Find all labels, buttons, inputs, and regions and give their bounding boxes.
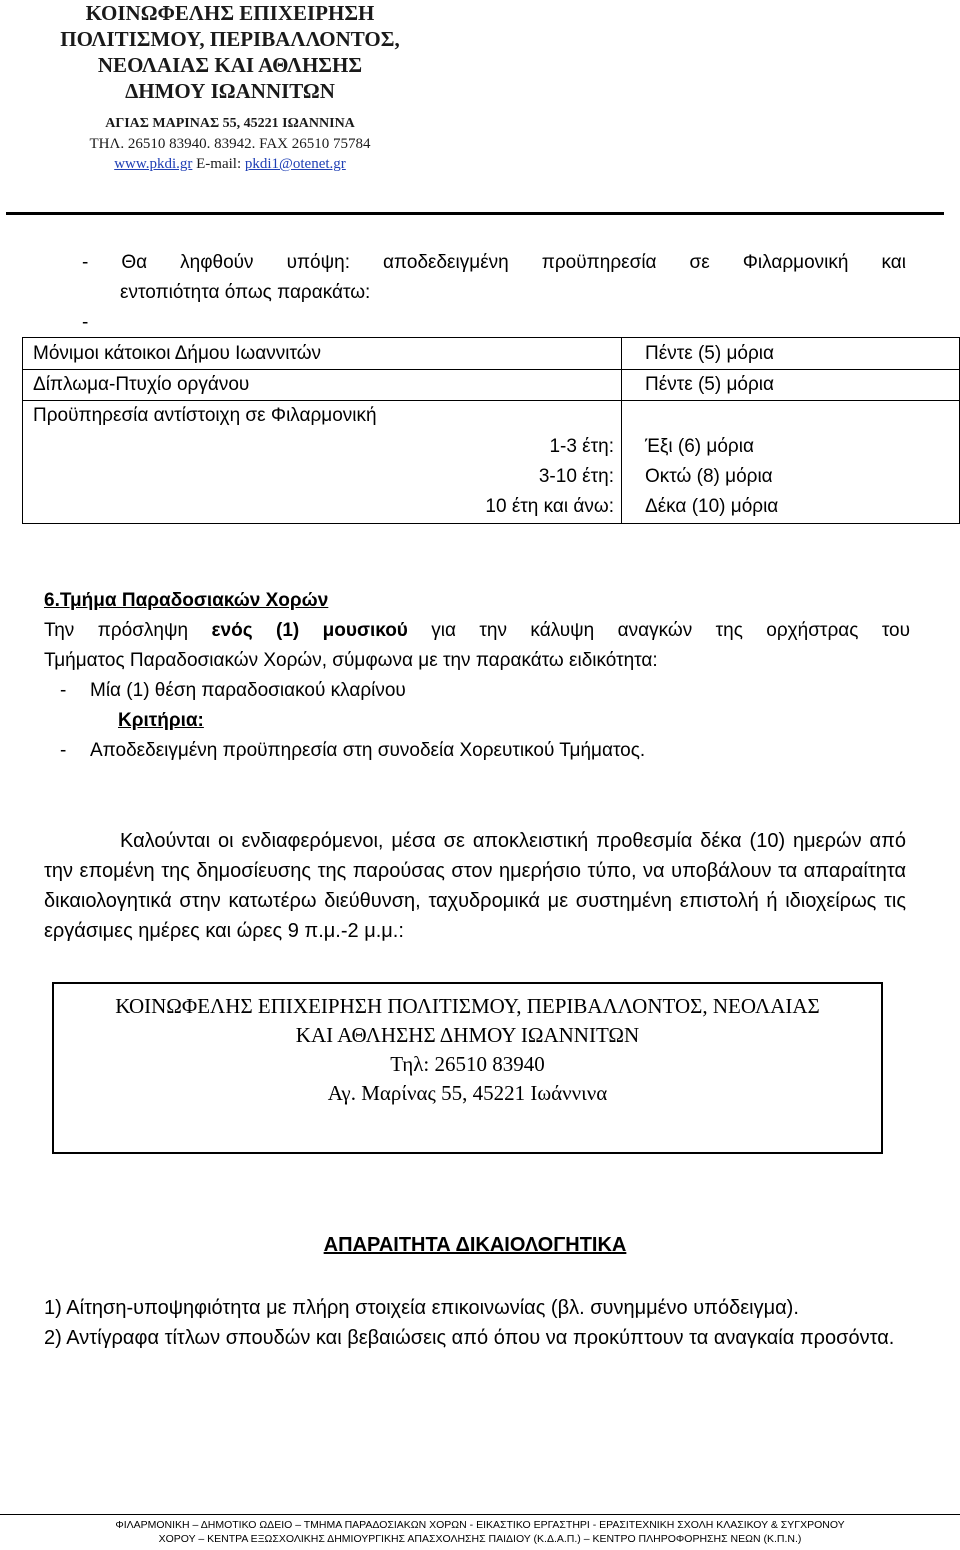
bullet-text: Αποδεδειγμένη προϋπηρεσία στη συνοδεία Χορευτικού Τμήματος. — [90, 740, 646, 761]
table-column-divider — [621, 338, 622, 523]
section-6-p1-line1 — [44, 616, 910, 646]
address-box-street: Αγ. Μαρίνας 55, 45221 Ιωάννινα — [327, 1081, 608, 1105]
intro-word: ληφθούν — [180, 252, 254, 273]
years-label: 1-3 έτη: — [549, 436, 614, 457]
footer — [0, 1518, 960, 1546]
years-points: Οκτώ (8) μόρια — [645, 466, 773, 487]
call-paragraph: Καλούνται οι ενδιαφερόμενοι, μέσα σε αποκλειστική προθεσμία δέκα (10) ημερών από την επομένη της δημοσίευσης της παρούσας στον ημερήσιο τύπο, να υποβάλουν τα απαραίτητα δικαιολογητικά στην κατωτέρω διεύθυνση, ταχυδρομικά με συστημένη επιστολή ή ιδιοχείρως τις εργάσιμες ημέρες και ώρες 9 π.μ.-2 μ.μ.: — [44, 830, 906, 942]
org-address: ΑΓΙΑΣ ΜΑΡΙΝΑΣ 55, 45221 ΙΩΑΝΝΙΝΑ — [105, 116, 355, 131]
list-item — [44, 736, 910, 766]
section-6-p1-line2: Τμήματος Παραδοσιακών Χορών, σύμφωνα με την παρακάτω ειδικότητα: — [44, 650, 658, 671]
section-6-title: 6.Τμήμα Παραδοσιακών Χορών — [44, 590, 329, 611]
row2-points: Πέντε (5) μόρια — [645, 374, 774, 395]
list-item — [44, 676, 910, 706]
text-span: για την κάλυψη αναγκών της ορχήστρας του — [407, 620, 911, 641]
intro-empty-dash: - — [82, 312, 89, 333]
org-name-line2: ΠΟΛΙΤΙΣΜΟΥ, ΠΕΡΙΒΑΛΛΟΝΤΟΣ, — [60, 27, 400, 51]
org-name-line3: ΝΕΟΛΑΙΑΣ ΚΑΙ ΑΘΛΗΣΗΣ — [97, 53, 363, 77]
text-span: Την πρόσληψη — [44, 620, 212, 641]
bold-text: ενός (1) μουσικού — [211, 620, 408, 641]
document-item: 2) Αντίγραφα τίτλων σπουδών και βεβαιώσεις από όπου να προκύπτουν τα αναγκαία προσόντα. — [44, 1327, 895, 1349]
address-box-line1: ΚΟΙΝΩΦΕΛΗΣ ΕΠΙΧΕΙΡΗΣΗ ΠΟΛΙΤΙΣΜΟΥ, ΠΕΡΙΒΑΛΛΟΝΤΟΣ, ΝΕΟΛΑΙΑΣ — [115, 994, 820, 1018]
email-label: E-mail: — [192, 156, 245, 172]
intro-word: Θα — [121, 252, 148, 273]
footer-line1: ΦΙΛΑΡΜΟΝΙΚΗ – ΔΗΜΟΤΙΚΟ ΩΔΕΙΟ – ΤΜΗΜΑ ΠΑΡΑΔΟΣΙΑΚΩΝ ΧΟΡΩΝ - ΕΙΚΑΣΤΙΚΟ ΕΡΓΑΣΤΗΡΙ - ΕΡΑΣΙΤΕΧΝΙΚΗ ΣΧΟΛΗ ΚΛΑΣΙΚΟΥ & ΣΥΓΧΡΟΝΟΥ — [115, 1519, 845, 1531]
intro-word: και — [881, 252, 906, 273]
years-points: Δέκα (10) μόρια — [645, 496, 779, 517]
criteria-table — [22, 337, 960, 524]
documents-title: ΑΠΑΡΑΙΤΗΤΑ ΔΙΚΑΙΟΛΟΓΗΤΙΚΑ — [323, 1234, 627, 1256]
intro-word: προϋπηρεσία — [541, 252, 657, 273]
address-box — [52, 982, 883, 1154]
years-label: 3-10 έτη: — [538, 466, 614, 487]
intro-dash: - — [82, 252, 89, 273]
bullet-dash: - — [60, 740, 67, 761]
letterhead — [0, 0, 460, 174]
bullet-text: Μία (1) θέση παραδοσιακού κλαρίνου — [90, 680, 406, 701]
intro-word: υπόψη: — [286, 252, 351, 273]
documents-list — [44, 1293, 906, 1353]
intro-word: αποδεδειγμένη — [383, 252, 509, 273]
org-name-line1: ΚΟΙΝΩΦΕΛΗΣ ΕΠΙΧΕΙΡΗΣΗ — [85, 1, 375, 25]
intro-paragraph — [82, 248, 906, 338]
address-box-phone: Τηλ: 26510 83940 — [390, 1052, 545, 1076]
website-link[interactable]: www.pkdi.gr — [114, 156, 193, 172]
intro-word: σε — [689, 252, 710, 273]
row1-criterion: Μόνιμοι κάτοικοι Δήμου Ιωαννιτών — [33, 343, 322, 364]
address-box-line2: ΚΑΙ ΑΘΛΗΣΗΣ ΔΗΜΟΥ ΙΩΑΝΝΙΤΩΝ — [295, 1023, 640, 1047]
intro-line1 — [82, 248, 906, 278]
org-name-line4: ΔΗΜΟΥ ΙΩΑΝΝΙΤΩΝ — [125, 79, 335, 103]
years-label: 10 έτη και άνω: — [485, 496, 614, 517]
criteria-label: Κριτήρια: — [118, 710, 204, 731]
years-points: Έξι (6) μόρια — [645, 436, 754, 457]
intro-word: Φιλαρμονική — [742, 252, 849, 273]
email-link[interactable]: pkdi1@otenet.gr — [244, 156, 346, 172]
header-rule — [6, 212, 944, 215]
org-web-line — [0, 154, 460, 174]
row2-criterion: Δίπλωμα-Πτυχίο οργάνου — [33, 374, 250, 395]
footer-rule — [0, 1514, 960, 1515]
intro-line2: εντοπιότητα όπως παρακάτω: — [120, 282, 371, 303]
org-phone: ΤΗΛ. 26510 83940. 83942. FAX 26510 75784 — [89, 136, 371, 152]
row1-points: Πέντε (5) μόρια — [645, 343, 774, 364]
row3-criterion: Προϋπηρεσία αντίστοιχη σε Φιλαρμονική — [33, 405, 377, 426]
footer-line2: ΧΟΡΟΥ – ΚΕΝΤΡΑ ΕΞΩΣΧΟΛΙΚΗΣ ΔΗΜΙΟΥΡΓΙΚΗΣ ΑΠΑΣΧΟΛΗΣΗΣ ΠΑΙΔΙΟΥ (Κ.Δ.Α.Π.) – ΚΕΝΤΡΟ ΠΛΗΡΟΦΟΡΗΣΗΣ ΝΕΩΝ (Κ.Π.Ν.) — [158, 1533, 802, 1545]
bullet-dash: - — [60, 680, 67, 701]
section-6 — [44, 586, 910, 766]
document-item: 1) Αίτηση-υποψηφιότητα με πλήρη στοιχεία επικοινωνίας (βλ. συνημμένο υπόδειγμα). — [44, 1297, 799, 1319]
